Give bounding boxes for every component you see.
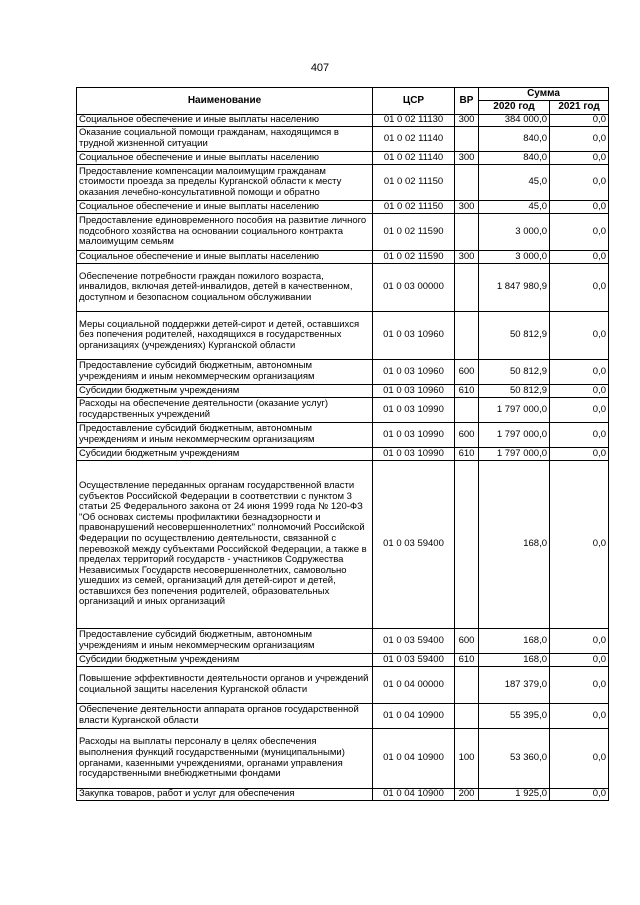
row-csr: 01 0 04 10900 — [373, 729, 455, 789]
row-name: Оказание социальной помощи гражданам, находящимся в трудной жизненной ситуации — [77, 127, 373, 152]
row-name: Социальное обеспечение и иные выплаты населению — [77, 152, 373, 165]
header-2020: 2020 год — [479, 101, 550, 115]
row-value-2020: 1 925,0 — [479, 789, 550, 801]
row-value-2021: 0,0 — [550, 654, 609, 667]
row-name: Предоставление компенсации малоимущим гражданам стоимости проезда за пределы Курганской области к месту оказания лечебно-консультативной помощи и обратно — [77, 165, 373, 201]
row-value-2020: 384 000,0 — [479, 115, 550, 127]
row-value-2020: 53 360,0 — [479, 729, 550, 789]
row-csr: 01 0 02 11140 — [373, 127, 455, 152]
table-row — [77, 201, 609, 214]
header-name: Наименование — [77, 88, 373, 115]
row-value-2020: 45,0 — [479, 201, 550, 214]
row-value-2020: 50 812,9 — [479, 312, 550, 360]
table-row — [77, 165, 609, 201]
row-value-2021: 0,0 — [550, 152, 609, 165]
row-csr: 01 0 03 59400 — [373, 654, 455, 667]
row-csr: 01 0 02 11150 — [373, 201, 455, 214]
row-vr: 300 — [455, 152, 479, 165]
row-csr: 01 0 02 11590 — [373, 251, 455, 264]
row-name: Субсидии бюджетным учреждениям — [77, 448, 373, 461]
row-name: Предоставление субсидий бюджетным, автономным учреждениям и иным некоммерческим организациям — [77, 423, 373, 448]
row-csr: 01 0 03 10990 — [373, 398, 455, 423]
table-row — [77, 461, 609, 629]
row-value-2020: 168,0 — [479, 654, 550, 667]
row-name: Предоставление единовременного пособия на развитие личного подсобного хозяйства на основании социального контракта малоимущим семьям — [77, 214, 373, 251]
table-row — [77, 251, 609, 264]
table-row — [77, 704, 609, 729]
row-vr: 610 — [455, 654, 479, 667]
row-value-2021: 0,0 — [550, 789, 609, 801]
row-csr: 01 0 02 11140 — [373, 152, 455, 165]
row-value-2020: 168,0 — [479, 629, 550, 654]
row-value-2021: 0,0 — [550, 251, 609, 264]
row-value-2020: 1 797 000,0 — [479, 398, 550, 423]
row-name: Социальное обеспечение и иные выплаты населению — [77, 251, 373, 264]
row-value-2021: 0,0 — [550, 629, 609, 654]
row-name: Закупка товаров, работ и услуг для обеспечения — [77, 789, 373, 801]
row-value-2021: 0,0 — [550, 115, 609, 127]
row-value-2020: 840,0 — [479, 127, 550, 152]
row-value-2021: 0,0 — [550, 729, 609, 789]
row-name: Субсидии бюджетным учреждениям — [77, 654, 373, 667]
row-name: Социальное обеспечение и иные выплаты населению — [77, 201, 373, 214]
row-csr: 01 0 04 10900 — [373, 789, 455, 801]
row-vr — [455, 667, 479, 704]
table-row — [77, 448, 609, 461]
table-row — [77, 152, 609, 165]
row-value-2021: 0,0 — [550, 201, 609, 214]
header-vr: ВР — [455, 88, 479, 115]
row-vr: 200 — [455, 789, 479, 801]
row-csr: 01 0 02 11590 — [373, 214, 455, 251]
row-vr — [455, 165, 479, 201]
table-row — [77, 398, 609, 423]
row-name: Повышение эффективности деятельности органов и учреждений социальной защиты населения Курганской области — [77, 667, 373, 704]
table-row — [77, 667, 609, 704]
table-body — [77, 115, 609, 801]
row-csr: 01 0 03 10960 — [373, 360, 455, 385]
table-row — [77, 654, 609, 667]
row-csr: 01 0 02 11130 — [373, 115, 455, 127]
row-value-2020: 840,0 — [479, 152, 550, 165]
row-value-2020: 3 000,0 — [479, 214, 550, 251]
row-vr: 610 — [455, 448, 479, 461]
row-csr: 01 0 03 59400 — [373, 461, 455, 629]
row-name: Обеспечение деятельности аппарата органов государственной власти Курганской области — [77, 704, 373, 729]
row-vr — [455, 214, 479, 251]
table-row — [77, 729, 609, 789]
row-csr: 01 0 03 10960 — [373, 312, 455, 360]
row-vr — [455, 312, 479, 360]
row-name: Субсидии бюджетным учреждениям — [77, 385, 373, 398]
row-value-2020: 1 797 000,0 — [479, 423, 550, 448]
row-csr: 01 0 04 10900 — [373, 704, 455, 729]
row-name: Обеспечение потребности граждан пожилого возраста, инвалидов, включая детей-инвалидов, детей в качественном, доступном и безопасном социальном обслуживании — [77, 264, 373, 312]
row-value-2020: 45,0 — [479, 165, 550, 201]
table-row — [77, 214, 609, 251]
budget-table — [76, 87, 609, 801]
row-name: Социальное обеспечение и иные выплаты населению — [77, 115, 373, 127]
row-value-2021: 0,0 — [550, 214, 609, 251]
row-vr — [455, 398, 479, 423]
row-value-2020: 187 379,0 — [479, 667, 550, 704]
page-number: 407 — [310, 62, 330, 74]
row-value-2021: 0,0 — [550, 423, 609, 448]
row-vr — [455, 461, 479, 629]
row-value-2020: 3 000,0 — [479, 251, 550, 264]
row-name: Расходы на обеспечение деятельности (оказание услуг) государственных учреждений — [77, 398, 373, 423]
table-row — [77, 423, 609, 448]
header-csr: ЦСР — [373, 88, 455, 115]
row-value-2020: 168,0 — [479, 461, 550, 629]
row-csr: 01 0 03 10960 — [373, 385, 455, 398]
header-sum: Сумма — [479, 88, 609, 101]
table-row — [77, 264, 609, 312]
row-value-2020: 55 395,0 — [479, 704, 550, 729]
row-vr — [455, 264, 479, 312]
row-csr: 01 0 02 11150 — [373, 165, 455, 201]
row-value-2021: 0,0 — [550, 398, 609, 423]
row-value-2021: 0,0 — [550, 165, 609, 201]
row-value-2021: 0,0 — [550, 461, 609, 629]
table-row — [77, 385, 609, 398]
row-value-2020: 50 812,9 — [479, 360, 550, 385]
row-vr: 100 — [455, 729, 479, 789]
row-csr: 01 0 03 10990 — [373, 448, 455, 461]
row-name: Предоставление субсидий бюджетным, автономным учреждениям и иным некоммерческим организациям — [77, 629, 373, 654]
row-value-2021: 0,0 — [550, 704, 609, 729]
row-value-2021: 0,0 — [550, 667, 609, 704]
table-row — [77, 789, 609, 801]
row-vr: 610 — [455, 385, 479, 398]
row-vr: 600 — [455, 360, 479, 385]
table-row — [77, 127, 609, 152]
row-name: Меры социальной поддержки детей-сирот и детей, оставшихся без попечения родителей, находящихся в государственных организациях (учреждениях) Курганской области — [77, 312, 373, 360]
table-row — [77, 360, 609, 385]
row-value-2021: 0,0 — [550, 360, 609, 385]
row-value-2021: 0,0 — [550, 448, 609, 461]
table-row — [77, 115, 609, 127]
row-csr: 01 0 03 10990 — [373, 423, 455, 448]
row-value-2021: 0,0 — [550, 312, 609, 360]
row-value-2021: 0,0 — [550, 127, 609, 152]
row-name: Осуществление переданных органам государственной власти субъектов Российской Федерации в соответствии с пунктом 3 статьи 25 Федерального закона от 24 июня 1999 года № 120-ФЗ "Об основах системы профилактики безнадзорности и правонарушений несовершеннолетних" полномочий Российской Федерации по осуществлению деятельности, связанной с перевозкой между субъектами Российской Федерации, а также в пределах территорий государств - участников Содружества Независимых Государств несовершеннолетних, самовольно ушедших из семей, организаций для детей-сирот и детей, оставшихся без попечения родителей, образовательных организаций и иных организаций — [77, 461, 373, 629]
row-vr: 600 — [455, 629, 479, 654]
row-csr: 01 0 03 59400 — [373, 629, 455, 654]
row-name: Предоставление субсидий бюджетным, автономным учреждениям и иным некоммерческим организациям — [77, 360, 373, 385]
table-row — [77, 629, 609, 654]
row-vr: 300 — [455, 201, 479, 214]
row-value-2020: 1 797 000,0 — [479, 448, 550, 461]
row-csr: 01 0 04 00000 — [373, 667, 455, 704]
row-value-2021: 0,0 — [550, 385, 609, 398]
row-value-2020: 1 847 980,9 — [479, 264, 550, 312]
row-vr — [455, 127, 479, 152]
table-row — [77, 312, 609, 360]
row-vr: 300 — [455, 251, 479, 264]
row-value-2020: 50 812,9 — [479, 385, 550, 398]
header-2021: 2021 год — [550, 101, 609, 115]
row-value-2021: 0,0 — [550, 264, 609, 312]
row-vr: 600 — [455, 423, 479, 448]
row-name: Расходы на выплаты персоналу в целях обеспечения выполнения функций государственными (муниципальными) органами, казенными учреждениями, органами управления государственными внебюджетными фондами — [77, 729, 373, 789]
row-csr: 01 0 03 00000 — [373, 264, 455, 312]
row-vr: 300 — [455, 115, 479, 127]
row-vr — [455, 704, 479, 729]
